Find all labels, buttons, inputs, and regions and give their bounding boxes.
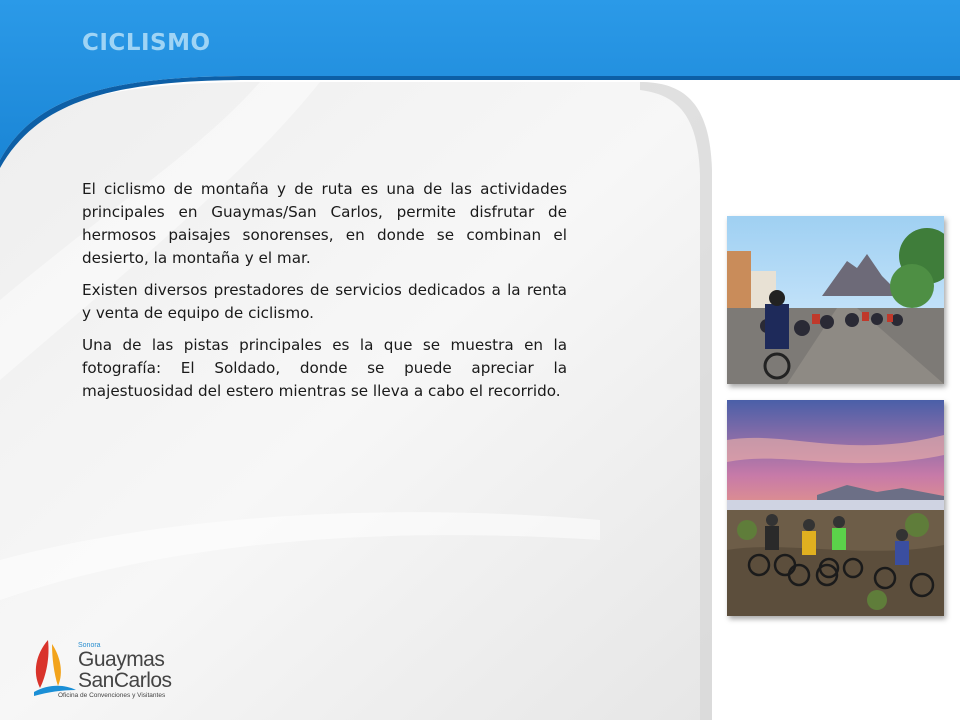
logo-tagline: Oficina de Convenciones y Visitantes (58, 692, 166, 699)
paragraph-intro: El ciclismo de montaña y de ruta es una de las actividades principales en Guaymas/San Carlos, permite disfrutar de hermosos paisajes sonorenses, en donde se combinan el desierto, la montaña y el mar. (82, 180, 567, 267)
cyclists-road-photo (727, 216, 944, 384)
logo-line-guaymas: Guaymas (78, 648, 165, 671)
logo-line-sancarlos: SanCarlos (78, 669, 172, 692)
guaymas-san-carlos-logo (30, 636, 180, 704)
sail-logo-icon (30, 636, 76, 696)
cyclists-sunset-photo (727, 400, 944, 616)
paragraph-route: Una de las pistas principales es la que se muestra en la fotografía: El Soldado, donde se puede apreciar la majestuosidad del estero mientras se lleva a cabo el recorrido. (82, 336, 567, 400)
logo-state-label: Sonora (78, 642, 101, 649)
body-text (82, 178, 567, 412)
paragraph-services: Existen diversos prestadores de servicios dedicados a la renta y venta de equipo de ciclismo. (82, 281, 567, 322)
slide-title: CICLISMO (82, 30, 211, 56)
